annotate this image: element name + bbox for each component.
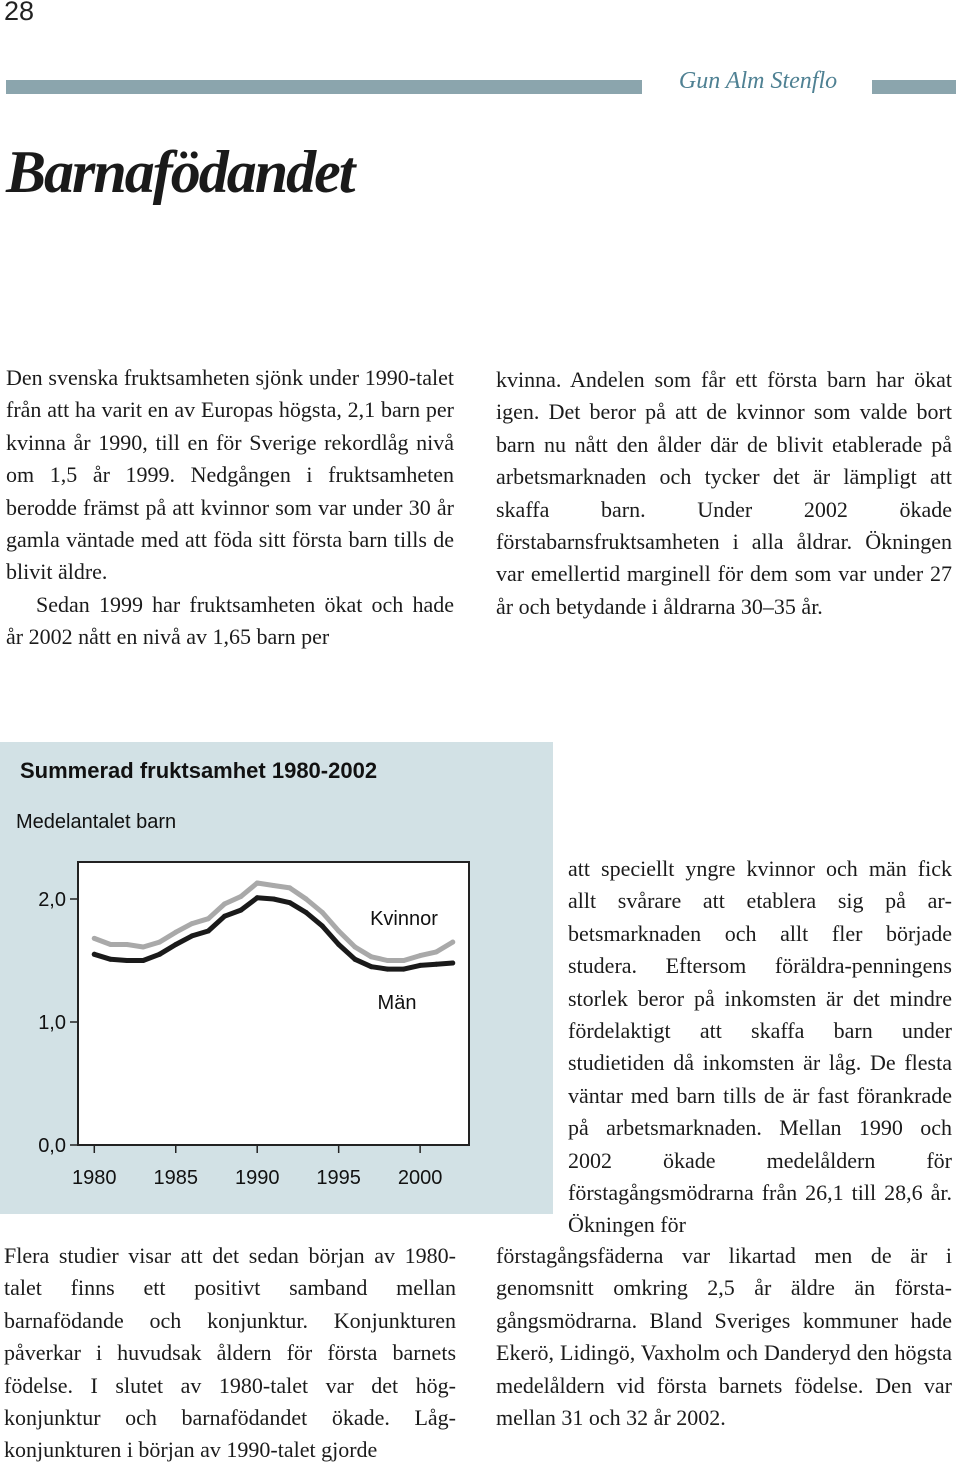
paragraph: Den svenska fruktsamheten sjönk under 1990-talet från att ha varit en av Europas högsta, 2,1 barn per kvinna år 1990, till en för Sverige rekordlåg nivå om 1,5 år 1999. Nedgången i fruktsamheten berodde främst på att kvinnor som var under 30 år gamla väntade med att föda sitt första barn tills de blivit äldre. xyxy=(6,365,454,585)
data-point xyxy=(173,942,178,947)
x-tick-label: 1995 xyxy=(316,1167,361,1189)
data-point xyxy=(124,958,129,963)
data-point xyxy=(206,929,211,934)
x-tick-label: 1980 xyxy=(72,1167,117,1189)
data-point xyxy=(418,963,423,968)
data-point xyxy=(108,942,113,947)
x-tick-label: 2000 xyxy=(397,1167,443,1189)
y-tick-label: 0,0 xyxy=(38,1135,66,1157)
data-point xyxy=(271,897,276,902)
data-point xyxy=(287,900,292,905)
data-point xyxy=(336,929,341,934)
data-point xyxy=(320,910,325,915)
data-point xyxy=(418,953,423,958)
data-point xyxy=(255,895,260,900)
data-point xyxy=(353,945,358,950)
data-point xyxy=(450,940,455,945)
data-point xyxy=(401,967,406,972)
y-tick-label: 1,0 xyxy=(38,1012,66,1034)
paragraph: kvinna. Andelen som får ett första barn har ökat igen. Det beror på att de kvinnor som valde bort barn nu nått den ålder där de blivit etablerade på arbetsmarknaden och tycker det är lämpligt att skaffa barn. Under 2002 ökade förstabarnsfruktsamheten i alla åldrar. Ökningen var emellertid marginell för dem som var under 27 år och betydande i åldrarna 30–35 år. xyxy=(496,367,952,619)
data-point xyxy=(320,924,325,929)
text-column-1 xyxy=(6,362,454,654)
chart-y-axis-label: Medelantalet barn xyxy=(16,811,177,833)
data-point xyxy=(304,910,309,915)
header-rule-right xyxy=(872,80,956,94)
data-point xyxy=(271,883,276,888)
data-point xyxy=(255,881,260,886)
data-point xyxy=(385,967,390,972)
data-point xyxy=(92,952,97,957)
data-point xyxy=(369,954,374,959)
y-tick-label: 2,0 xyxy=(38,889,66,911)
data-point xyxy=(157,952,162,957)
chart-title: Summerad fruktsamhet 1980-2002 xyxy=(20,758,378,783)
data-point xyxy=(287,885,292,890)
data-point xyxy=(173,930,178,935)
paragraph: Sedan 1999 har fruktsamheten ökat och hade år 2002 nått en nivå av 1,65 barn per xyxy=(6,591,454,650)
x-tick-label: 1990 xyxy=(234,1167,280,1189)
paragraph: att speciellt yngre kvinnor och män fick allt svårare att etablera sig på arbetsmarknaden och allt fler började studera. Eftersom föräldra-penningens storlek beror på inkomsten är det mindre fördelaktigt att skaffa barn under studietiden då inkomsten är låg. De flesta väntar med barn tills de är fast förankrade på arbetsmarknaden. Mellan 1990 och 2002 ökade medelåldern för förstagångsmödrarna från 26,1 till 28,6 år. Ökningen för xyxy=(568,856,952,1238)
data-point xyxy=(434,949,439,954)
data-point xyxy=(222,901,227,906)
data-point xyxy=(238,894,243,899)
text-column-4 xyxy=(568,853,952,1242)
data-point xyxy=(157,940,162,945)
data-point xyxy=(434,962,439,967)
header-rule-left xyxy=(6,80,642,94)
series-label-kvinnor: Kvinnor xyxy=(370,908,438,930)
data-point xyxy=(401,958,406,963)
data-point xyxy=(336,942,341,947)
data-point xyxy=(353,957,358,962)
data-point xyxy=(190,933,195,938)
data-point xyxy=(450,961,455,966)
series-label-man: Män xyxy=(377,992,417,1014)
data-point xyxy=(92,936,97,941)
author-name: Gun Alm Stenflo xyxy=(678,68,838,94)
data-point xyxy=(108,957,113,962)
article-title: Barnafödandet xyxy=(6,139,354,205)
x-tick-label: 1985 xyxy=(153,1167,198,1189)
data-point xyxy=(206,916,211,921)
page-number: 28 xyxy=(4,0,35,26)
data-point xyxy=(304,897,309,902)
data-point xyxy=(141,945,146,950)
data-point xyxy=(124,942,129,947)
data-point xyxy=(369,964,374,969)
text-column-2 xyxy=(496,364,952,623)
paragraph: Flera studier visar att det sedan början av 1980-talet finns ett positivt samband mellan barnafödande och konjunktur. Konjunkturen påverkar i huvudsak åldern för första barnets födelse. I slutet av 1980-talet var det högkonjunktur och barnafödandet ökade. Lågkonjunkturen i början av 1990-talet gjorde xyxy=(4,1243,456,1463)
fertility-line-chart xyxy=(0,742,553,1214)
text-column-3 xyxy=(4,1240,456,1467)
text-column-5 xyxy=(496,1240,952,1434)
paragraph: förstagångsfäderna var likartad men de är i genomsnitt omkring 2,5 år äldre än förstagångsmödrarna. Bland Sveriges kommuner hade Ekerö, Lidingö, Vaxholm och Danderyd den högsta medelåldern vid första barnets födelse. Den var mellan 31 och 32 år 2002. xyxy=(496,1243,952,1431)
data-point xyxy=(190,921,195,926)
data-point xyxy=(222,914,227,919)
data-point xyxy=(385,958,390,963)
data-point xyxy=(238,908,243,913)
data-point xyxy=(141,958,146,963)
